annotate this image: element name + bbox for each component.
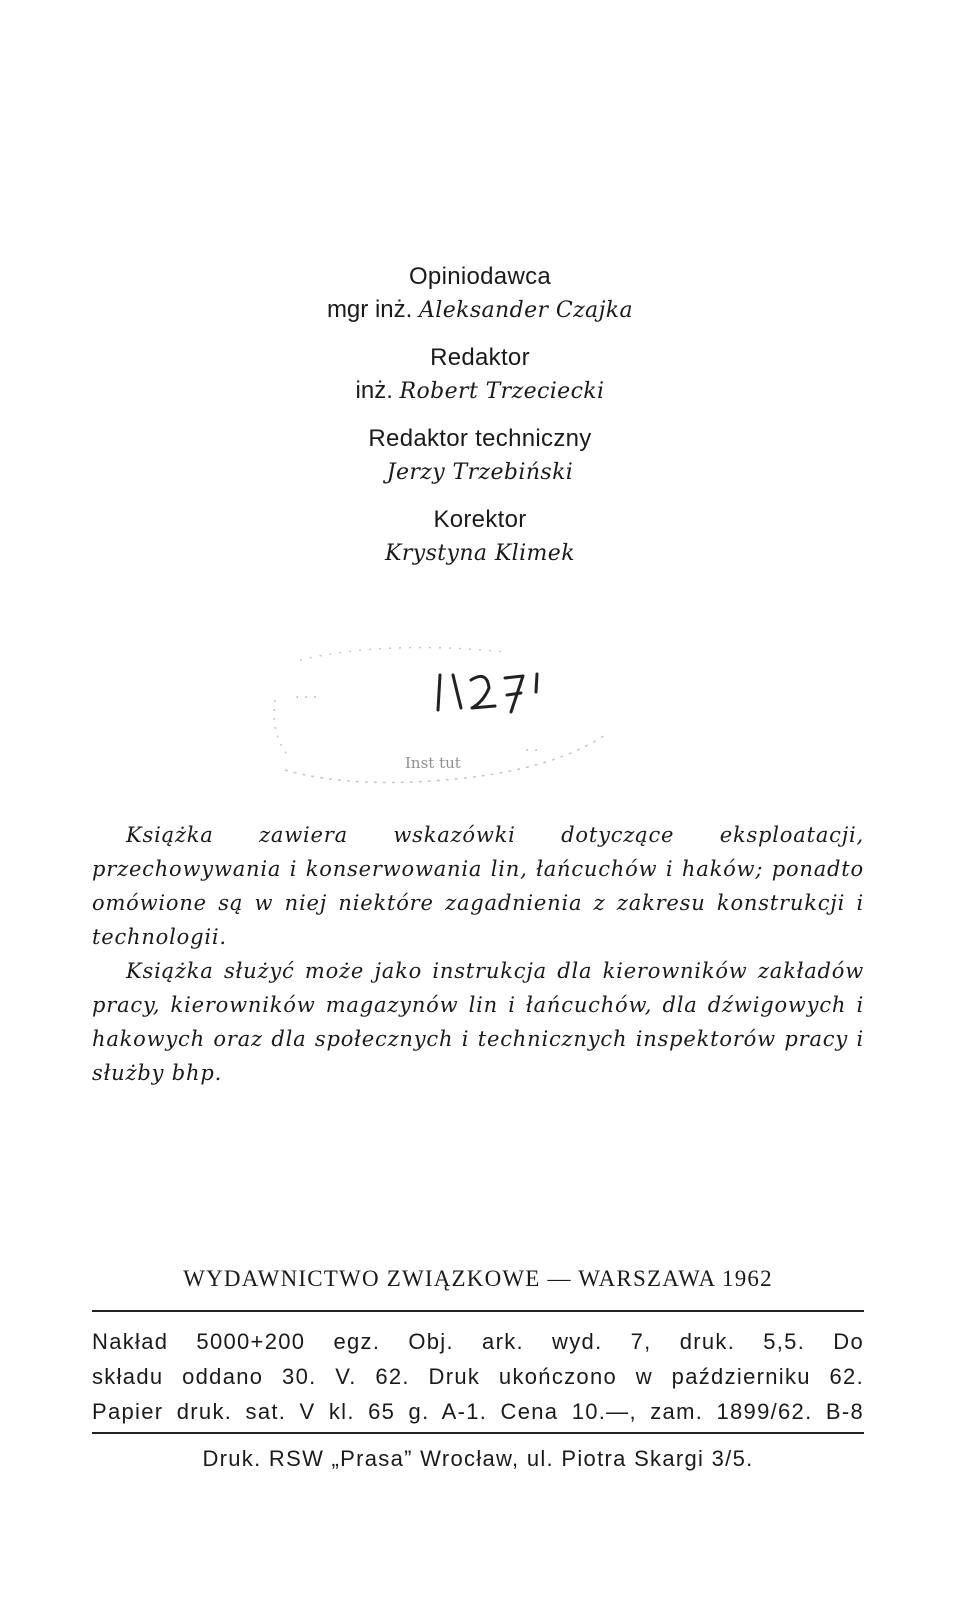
imprint-block (92, 1324, 864, 1429)
credit-name: Krystyna Klimek (385, 541, 575, 566)
imprint-line: Papier druk. sat. V kl. 65 g. A-1. Cena 10.—, zam. 1899/62. B-8 (92, 1399, 864, 1424)
credit-title-prefix: inż. (355, 377, 393, 404)
stamp-text-fragment: Inst tut (405, 754, 461, 772)
publisher-line: WYDAWNICTWO ZWIĄZKOWE — WARSZAWA 1962 (183, 1266, 773, 1291)
printer-line: Druk. RSW „Prasa” Wrocław, ul. Piotra Skargi 3/5. (202, 1446, 754, 1471)
credit-person (0, 293, 960, 327)
credit-role: Redaktor (430, 344, 530, 371)
credit-role: Redaktor techniczny (368, 425, 592, 452)
credit-title-prefix: mgr inż. (326, 296, 413, 323)
description-paragraph: Książka służyć może jako instrukcja dla kierowników zakładów pracy, kierowników magazynów lin i łańcuchów, dla dźwigowych i hakowych oraz dla społecznych i technicznych inspektorów pracy i służby bhp. (92, 959, 864, 1085)
credit-person (0, 455, 960, 489)
credit-editor (0, 341, 960, 408)
svg-text:· · ·: · · · (295, 690, 318, 706)
handwritten-number (438, 674, 537, 712)
divider-top (92, 1310, 864, 1312)
library-stamp (265, 640, 625, 790)
credit-proofreader (0, 503, 960, 570)
credit-reviewer (0, 260, 960, 327)
credits-section (0, 260, 960, 570)
imprint-line: składu oddano 30. V. 62. Druk ukończono w październiku 62. (92, 1364, 864, 1389)
description-paragraph: Książka zawiera wskazówki dotyczące eksploatacji, przechowywania i konserwowania lin, łańcuchów i haków; ponadto omówione są w niej niektóre zagadnienia z zakresu konstrukcji i technologii. (92, 823, 864, 949)
credit-person (0, 374, 960, 408)
imprint-line: Nakład 5000+200 egz. Obj. ark. wyd. 7, druk. 5,5. Do (92, 1329, 864, 1354)
credit-role: Opiniodawca (408, 263, 552, 290)
svg-text:· ·: · · (525, 743, 539, 759)
credit-role: Korektor (433, 506, 527, 533)
divider-bottom (92, 1432, 864, 1434)
credit-name: Robert Trzeciecki (399, 379, 605, 404)
credit-name: Jerzy Trzebiński (386, 460, 574, 485)
credit-technical-editor (0, 422, 960, 489)
faded-stamp-text (295, 690, 538, 772)
credit-person (0, 536, 960, 570)
book-description (92, 818, 864, 1090)
credit-name: Aleksander Czajka (418, 298, 634, 323)
